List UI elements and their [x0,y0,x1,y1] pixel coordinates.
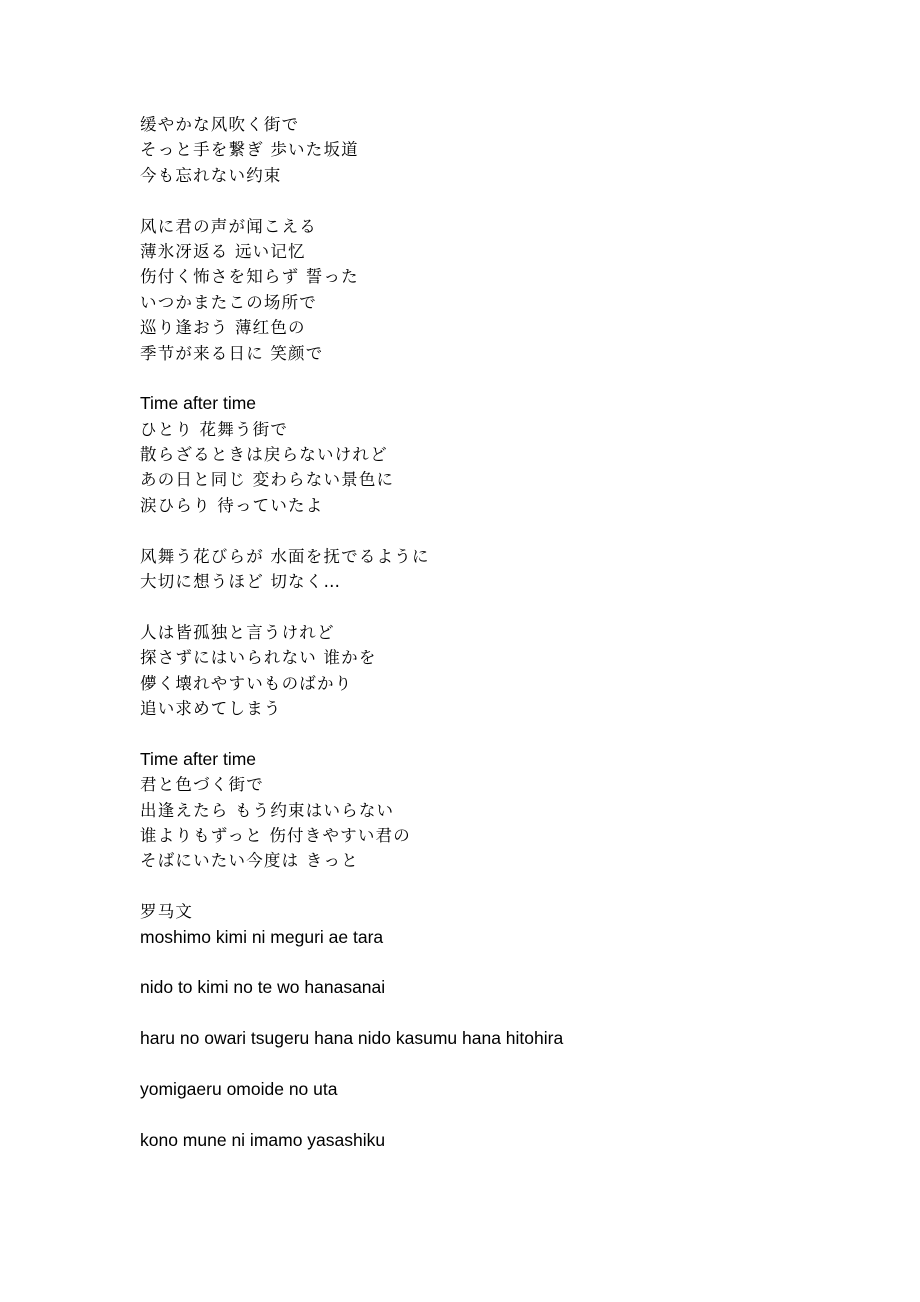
lyric-line: 巡り逢おう 薄红色の [140,318,306,338]
lyric-line: 缓やかな风吹く街で [140,115,300,134]
lyric-line: 谁よりもずっと 伤付きやすい君の [140,825,411,845]
romaji-line: yomigaeru omoide no uta [140,1079,338,1100]
romaji-line: kono mune ni imamo yasashiku [140,1130,386,1151]
stanza-spacer [140,366,880,391]
stanza-1 [140,112,880,188]
lyric-line: いつかまたこの场所で [140,292,317,312]
lyric-line: そばにいたい今度は きっと [140,851,359,871]
lyric-line: そっと手を繋ぎ 歩いた坂道 [140,140,359,160]
stanza-2 [140,214,880,366]
lyric-line: 君と色づく街で [140,775,264,795]
romaji-line: haru no owari tsugeru hana nido kasumu hana hitohira [140,1028,564,1049]
lyric-line: 涙ひらり 待っていたよ [140,495,324,515]
romaji-spacer [140,950,880,976]
stanza-spacer [140,518,880,543]
stanza-4 [140,544,880,595]
stanza-heading: Time after time [140,393,257,414]
romaji-spacer [140,1052,880,1078]
lyric-line: 伤付く怖さを知らず 誓った [140,267,359,287]
lyric-line: 大切に想うほど 切なく… [140,572,342,592]
lyric-line: 风舞う花びらが 水面を抚でるように [140,546,430,566]
romaji-section [140,899,880,1154]
romaji-spacer [140,1001,880,1027]
stanza-spacer [140,188,880,213]
stanza-spacer [140,874,880,899]
lyric-line: 散らざるときは戻らないけれど [140,445,388,465]
stanza-spacer [140,594,880,619]
lyric-line: 风に君の声が闻こえる [140,216,317,236]
lyric-line: 出逢えたら もう约束はいらない [140,800,395,820]
romaji-spacer [140,1103,880,1129]
lyric-line: ひとり 花舞う街で [140,419,289,439]
lyrics-document [140,112,880,1154]
stanza-5 [140,620,880,722]
lyric-line: 人は皆孤独と言うけれど [140,622,335,642]
lyric-line: 探さずにはいられない 谁かを [140,648,377,668]
stanza-heading: Time after time [140,748,257,769]
romaji-line: nido to kimi no te wo hanasanai [140,977,386,998]
stanza-6 [140,747,880,874]
lyric-line: 季节が来る日に 笑颜で [140,343,324,363]
lyric-line: 儚く壊れやすいものばかり [140,673,353,693]
stanza-3 [140,391,880,518]
romaji-label: 罗马文 [140,902,194,922]
lyric-line: あの日と同じ 変わらない景色に [140,470,395,490]
lyric-line: 薄氷冴返る 远い记忆 [140,241,306,261]
stanza-spacer [140,721,880,746]
lyric-line: 追い求めてしまう [140,698,282,718]
lyric-line: 今も忘れない约束 [140,165,282,185]
romaji-line: moshimo kimi ni meguri ae tara [140,926,384,947]
